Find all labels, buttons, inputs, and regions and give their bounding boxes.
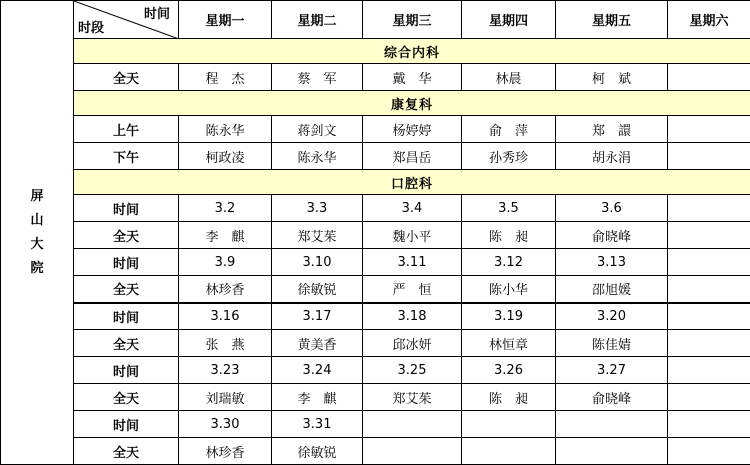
schedule-cell: 张 燕 [179,330,272,357]
row-label: 时间 [74,411,179,438]
schedule-cell: 郑昌岳 [363,143,462,170]
schedule-cell: 俞晓峰 [556,222,668,249]
day-header: 星期二 [272,1,363,39]
day-header: 星期三 [363,1,462,39]
schedule-cell [668,195,750,222]
schedule-cell: 杨婷婷 [363,116,462,143]
schedule-cell [668,357,750,384]
schedule-cell: 陈小华 [462,276,556,303]
table-row [1,384,750,411]
corner-period-label: 时段 [78,17,104,36]
schedule-cell: 柯 斌 [556,64,668,91]
schedule-cell: 徐敏锐 [272,438,363,465]
schedule-cell: 3.18 [363,303,462,330]
row-label: 时间 [74,303,179,330]
schedule-cell [668,249,750,276]
schedule-cell [363,411,462,438]
schedule-cell [668,276,750,303]
row-label: 上午 [74,116,179,143]
schedule-cell: 3.2 [179,195,272,222]
day-header: 星期四 [462,1,556,39]
schedule-cell: 李 麒 [272,384,363,411]
schedule-cell [462,411,556,438]
schedule-cell: 3.19 [462,303,556,330]
schedule-cell: 3.3 [272,195,363,222]
row-label: 全天 [74,222,179,249]
schedule-cell [668,222,750,249]
schedule-cell: 3.6 [556,195,668,222]
section-title: 口腔科 [74,170,750,195]
schedule-cell: 邵旭媛 [556,276,668,303]
section-row [1,170,750,195]
schedule-cell: 陈佳婧 [556,330,668,357]
schedule-cell: 3.27 [556,357,668,384]
schedule-cell: 柯政凌 [179,143,272,170]
schedule-cell: 3.11 [363,249,462,276]
table-row [1,411,750,438]
schedule-cell: 黄美香 [272,330,363,357]
section-title: 综合内科 [74,39,750,64]
schedule-cell: 林恒章 [462,330,556,357]
row-label: 全天 [74,438,179,465]
table-row [1,143,750,170]
schedule-cell: 林珍香 [179,276,272,303]
table-row [1,438,750,465]
row-label: 全天 [74,384,179,411]
table-row [1,64,750,91]
schedule-cell: 孙秀珍 [462,143,556,170]
schedule-cell: 郑 譞 [556,116,668,143]
schedule-cell: 邱冰妍 [363,330,462,357]
schedule-cell: 3.20 [556,303,668,330]
schedule-cell: 3.4 [363,195,462,222]
schedule-cell: 戴 华 [363,64,462,91]
schedule-cell [668,438,750,465]
schedule-cell: 3.5 [462,195,556,222]
table-row [1,330,750,357]
table-row [1,222,750,249]
row-label: 时间 [74,249,179,276]
schedule-cell: 3.9 [179,249,272,276]
schedule-cell [668,116,750,143]
schedule-cell: 3.25 [363,357,462,384]
schedule-cell [556,438,668,465]
schedule-cell: 严 恒 [363,276,462,303]
schedule-cell: 陈永华 [179,116,272,143]
schedule-cell: 陈 昶 [462,384,556,411]
row-label: 下午 [74,143,179,170]
row-label: 时间 [74,195,179,222]
table-row [1,303,750,330]
schedule-cell: 3.12 [462,249,556,276]
row-label: 全天 [74,276,179,303]
section-row [1,39,750,64]
schedule-cell [363,438,462,465]
schedule-cell: 3.17 [272,303,363,330]
table-row [1,357,750,384]
schedule-cell: 徐敏锐 [272,276,363,303]
schedule-cell: 刘瑞敏 [179,384,272,411]
table-row [1,276,750,303]
schedule-cell: 3.31 [272,411,363,438]
corner-time-label: 时间 [144,3,170,22]
schedule-cell [668,64,750,91]
header-row [1,1,750,39]
schedule-cell: 陈永华 [272,143,363,170]
schedule-cell [556,411,668,438]
schedule-cell: 林珍香 [179,438,272,465]
schedule-cell: 3.26 [462,357,556,384]
schedule-cell: 郑艾茱 [272,222,363,249]
row-label: 全天 [74,330,179,357]
schedule-cell: 陈 昶 [462,222,556,249]
schedule-cell: 3.13 [556,249,668,276]
schedule-cell: 俞晓峰 [556,384,668,411]
schedule-cell: 3.16 [179,303,272,330]
schedule-cell: 郑艾茱 [363,384,462,411]
table-row [1,249,750,276]
schedule-cell: 3.10 [272,249,363,276]
row-label: 全天 [74,64,179,91]
day-header: 星期六 [668,1,750,39]
table-row [1,195,750,222]
schedule-cell [668,384,750,411]
campus-cell [1,1,74,465]
day-header: 星期五 [556,1,668,39]
schedule-cell: 李 麒 [179,222,272,249]
table-row [1,116,750,143]
schedule-cell: 3.24 [272,357,363,384]
schedule-cell: 俞 萍 [462,116,556,143]
section-title: 康复科 [74,91,750,116]
schedule-cell: 胡永涓 [556,143,668,170]
schedule-cell: 程 杰 [179,64,272,91]
campus-name: 屏山大院 [30,185,44,281]
schedule-cell [668,303,750,330]
schedule-cell [668,330,750,357]
day-header: 星期一 [179,1,272,39]
schedule-cell: 林晨 [462,64,556,91]
schedule-cell: 3.23 [179,357,272,384]
schedule-cell: 魏小平 [363,222,462,249]
schedule-cell: 蔡 军 [272,64,363,91]
schedule-cell: 蒋剑文 [272,116,363,143]
schedule-cell [668,143,750,170]
header-corner [74,1,179,39]
section-row [1,91,750,116]
schedule-cell: 3.30 [179,411,272,438]
schedule-cell [462,438,556,465]
schedule-cell [668,411,750,438]
row-label: 时间 [74,357,179,384]
